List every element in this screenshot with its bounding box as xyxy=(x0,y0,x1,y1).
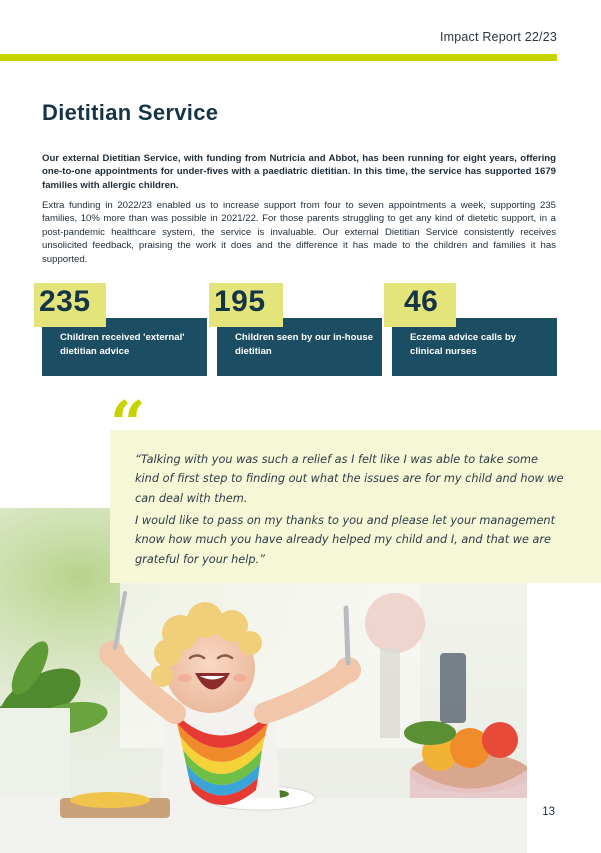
quote-mark-icon: “ xyxy=(110,387,146,460)
stat-number-highlight xyxy=(34,283,106,327)
stat-number-highlight xyxy=(209,283,283,327)
stat-card-inhouse-dietitian xyxy=(209,283,374,376)
stat-label: Children seen by our in-house dietitian xyxy=(235,332,374,357)
stat-label: Children received 'external' dietitian advice xyxy=(60,332,185,357)
stat-number: 195 xyxy=(214,285,266,318)
stat-number: 235 xyxy=(39,285,91,318)
header-divider xyxy=(0,54,557,61)
stat-number: 46 xyxy=(404,285,439,318)
report-title: Impact Report 22/23 xyxy=(439,30,557,44)
intro-paragraph: Our external Dietitian Service, with funding from Nutricia and Abbot, has been running for eight years, offering one-to-one appointments for under-fives with a paediatric dietitian. In this time, the service has supported 1679 families with allergic children. xyxy=(42,153,556,191)
stat-label: Eczema advice calls by clinical nurses xyxy=(410,332,517,357)
stat-card-external-dietitian xyxy=(34,283,199,376)
page-number: 13 xyxy=(542,806,555,818)
stat-card-eczema-calls xyxy=(384,283,549,376)
stat-number-highlight xyxy=(384,283,456,327)
body-paragraph: Extra funding in 2022/23 enabled us to increase support from four to seven appointments a week, supporting 235 families, 10% more than was possible in 2021/22. For those parents struggling to get any kind of dietetic support, in a post-pandemic healthcare system, the service is invaluable. Our external Dietitian Service consistently receives unsolicited feedback, praising the work it does and the difference it has made to the children and families it has supported. xyxy=(42,200,556,265)
testimonial-paragraph-1: “Talking with you was such a relief as I felt like I was able to take some kind of first step to finding out what the issues are for my child and how we can deal with them. xyxy=(135,453,564,505)
page-title: Dietitian Service xyxy=(42,100,219,125)
testimonial-paragraph-2: I would like to pass on my thanks to you and please let your management know how much you have already helped my child and I, and that we are grateful for your help.” xyxy=(135,514,556,566)
